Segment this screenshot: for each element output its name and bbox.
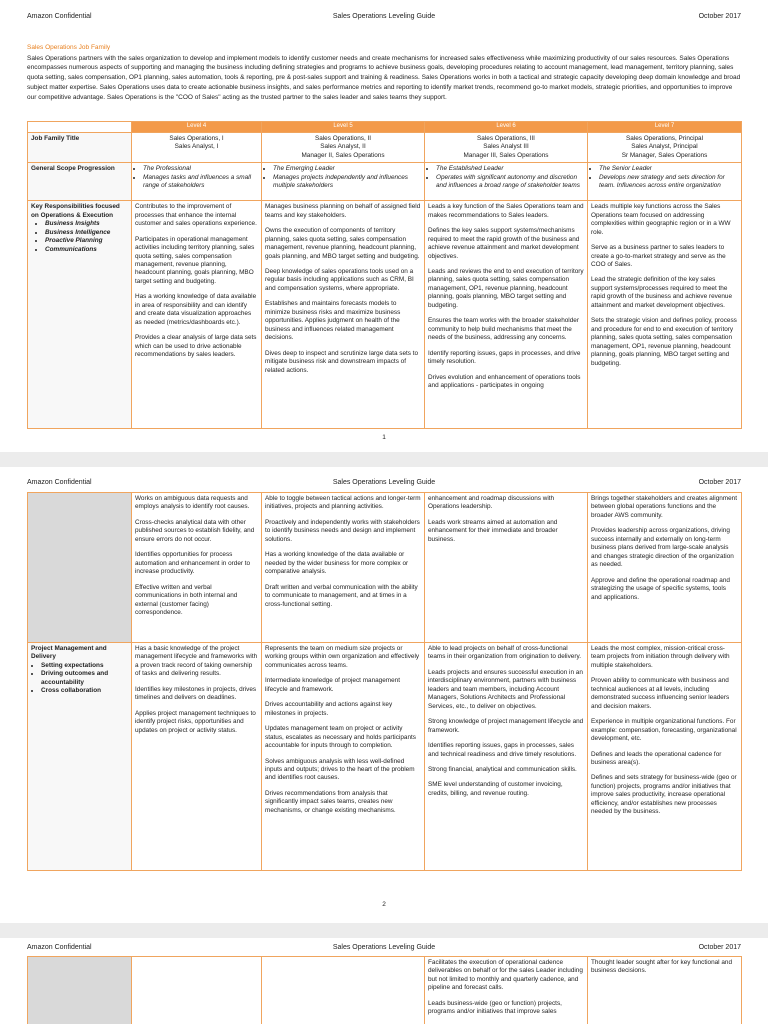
header-center: Sales Operations Leveling Guide — [332, 13, 436, 20]
level-header-row — [28, 122, 742, 133]
key-resp-l5: Manages business planning on behalf of assigned field teams and key stakeholders. Owns the execution of components of territory planning, sales quota setting, sales compensation management, revenue planning, headcount planning, goals planning, and MBO target setting and budgeting. Deep knowledge of sales operations tools used on a regular basis including applications such as CRM, BI and compensation systems, where appropriate. Establishes and maintains forecasts models to minimize business risks and maximize business opportunities. Applies judgment on health of the business and influences related management decisions. Dives deep to inspect and scrutinize large data sets to mitigate business risk and downstream impacts of related actions. — [262, 201, 425, 429]
scope-row — [28, 163, 742, 201]
level-6-header: Level 6 — [425, 122, 588, 133]
job-title-l6: Sales Operations, III Sales Analyst III Manager III, Sales Operations — [425, 132, 588, 162]
key-resp-item: • Business Intelligence — [45, 229, 128, 237]
project-mgmt-l4: Has a basic knowledge of the project management lifecycle and frameworks with a proven track record of taking ownership of tasks and delivering results. Identifies key milestones in projects, drives timelines and delivers on deadlines. Applies project management techniques to identify project risks, opportunities and updates on project or activity status. — [132, 643, 262, 871]
key-resp-label: Key Responsibilities focused on Operations & Execution • Business Insights • Business Intelligence • Proactive Planning • Communications — [28, 201, 132, 429]
intro-title: Sales Operations Job Family — [27, 44, 111, 51]
key-resp-row — [28, 201, 742, 429]
leveling-table-p3 — [27, 956, 742, 1024]
project-mgmt-l7: Leads the most complex, mission-critical cross-team projects from initiation through delivery with multiple stakeholders. Proven ability to communicate with business and technical audiences at all levels, including demonstrated success influencing senior leaders and decision makers. Experience in multiple organizational functions. For example: compensation, forecasting, organizational development, etc. Defines and leads the operational cadence for business area(s). Defines and sets strategy for business-wide (geo or function) projects, programs and/or initiatives that improve sales productivity, increase operational efficiency, and/or establishes new processes needed by the business. — [588, 643, 742, 871]
key-resp-l5-cont: Able to toggle between tactical actions and longer-term initiatives, projects and planning activities. Proactively and independently works with stakeholders to identify business needs and design and implement solutions. Has a working knowledge of the data available or needed by the wider business for more complex or comparative analysis. Draft written and verbal communication with the ability to communicate to management, and at times in a cross-functional setting. — [262, 493, 425, 643]
key-resp-l7: Leads multiple key functions across the Sales Operations team focused on addressing complexities within geographic region or in a WW role. Serve as a business partner to sales leaders to create a go-to-market strategy and serve as the COO of Sales. Lead the strategic definition of the key sales support systems/processes required to meet the rapid growth of the business and achieve revenue attainment and market development objectives. Sets the strategic vision and defines policy, process and procedure for end to end execution of territory planning, sales quota setting, sales compensation management, OP1, revenue planning, headcount planning, goals planning, MBO target setting and budgeting. — [588, 201, 742, 429]
page-1 — [0, 0, 768, 452]
key-resp-l6-cont: enhancement and roadmap discussions with Operations leadership. Leads work streams aimed at automation and enhancement for their immediate and broader business. — [425, 493, 588, 643]
level-5-header: Level 5 — [262, 122, 425, 133]
job-title-l7: Sales Operations, Principal Sales Analyst, Principal Sr Manager, Sales Operations — [588, 132, 742, 162]
scope-l6: • The Established Leader • Operates with significant autonomy and discretion and influences a broad range of stakeholder teams — [425, 163, 588, 201]
level-4-header: Level 4 — [132, 122, 262, 133]
header-right: October 2017 — [698, 13, 741, 20]
level-7-header: Level 7 — [588, 122, 742, 133]
project-mgmt-item: • Driving outcomes and accountability — [41, 670, 128, 687]
project-mgmt-row — [28, 643, 742, 871]
project-mgmt-label: Project Management and Delivery • Setting expectations • Driving outcomes and accountability • Cross collaboration — [28, 643, 132, 871]
key-resp-l4: Contributes to the improvement of processes that enhance the internal customer and sales operations experience. Participates in operational management activities including territory planning, sales quota setting, sales compensation management, revenue planning, headcount planning, goals planning, MBO target setting and budgeting. Has a working knowledge of data available in area of responsibility and can identify and create data visualization approaches as needed (metrics/dashboards etc.). Provides a clear analysis of large data sets which can be used to drive actionable recommendations by sales leaders. — [132, 201, 262, 429]
page-header: Amazon Confidential Sales Operations Leveling Guide October 2017 — [27, 479, 741, 486]
intro-section — [27, 44, 741, 102]
job-family-label: Job Family Title — [28, 132, 132, 162]
project-mgmt-l7-cont: Thought leader sought after for key functional and business decisions. — [588, 957, 742, 1024]
page-gap — [0, 452, 768, 467]
page-2 — [0, 467, 768, 923]
scope-l5: • The Emerging Leader • Manages projects independently and influences multiple stakeholders — [262, 163, 425, 201]
page-header: Amazon Confidential Sales Operations Leveling Guide October 2017 — [27, 944, 741, 951]
project-mgmt-l6: Able to lead projects on behalf of cross-functional teams in their organization from origination to delivery. Leads projects and ensures successful execution in an interdisciplinary environment, partners with business leaders and team members, including Account Managers, Solutions Architects and Professional Services, etc., to deliver on objectives. Strong knowledge of project management lifecycle and framework. Identifies reporting issues, gaps in processes, sales and technical readiness and drive timely resolutions. Strong financial, analytical and communication skills. SME level understanding of customer invoicing, credits, billing, and revenue routing. — [425, 643, 588, 871]
leveling-table-p1 — [27, 121, 742, 429]
key-resp-continued-row — [28, 493, 742, 643]
header-left: Amazon Confidential — [27, 13, 92, 20]
page-header — [27, 12, 741, 22]
key-resp-item: • Business Insights — [45, 220, 128, 228]
key-resp-item: • Communications — [45, 246, 128, 254]
key-resp-l7-cont: Brings together stakeholders and creates alignment between global operations functions and the broader AWS community. Provides leadership across organizations, driving success internally and externally on long-term business plans derived from large-scale analysis and changes strategic direction of the organization as needed. Approve and define the operational roadmap and strategizing the usage of specific systems, tools and applications. — [588, 493, 742, 643]
key-resp-l6: Leads a key function of the Sales Operations team and makes recommendations to Sales leaders. Defines the key sales support systems/mechanisms required to meet the rapid growth of the business and achieve revenue attainment and market development objectives. Leads and reviews the end to end execution of territory planning, sales quota setting, sales compensation management, OP1, revenue planning, headcount planning, goals planning, MBO target setting and budgeting. Ensures the team works with the broader stakeholder community to help build mechanisms that meet the needs of the business, addressing any concerns. Identify reporting issues, gaps in processes, and drive timely resolution. Drives evolution and enhancement of operations tools and applications - participates in ongoing — [425, 201, 588, 429]
leveling-table-p2 — [27, 492, 742, 871]
page-number: 1 — [382, 434, 386, 441]
page-3 — [0, 938, 768, 1024]
key-resp-l4-cont: Works on ambiguous data requests and employs analysis to identify root causes. Cross-checks analytical data with other published sources to establish fidelity, and ensure errors do not occur. Identifies opportunities for process automation and enhancement in order to increase productivity. Effective written and verbal communications in both internal and external (customer facing) correspondence. — [132, 493, 262, 643]
scope-l4: • The Professional • Manages tasks and influences a small range of stakeholders — [132, 163, 262, 201]
project-mgmt-l6-cont: Facilitates the execution of operational cadence deliverables on behalf or for the sales Leader including but not limited to monthly and quarterly cadence, and pipeline and forecast calls. Leads business-wide (geo or function) projects, programs and/or initiatives that improve sales — [425, 957, 588, 1024]
scope-label: General Scope Progression — [28, 163, 132, 201]
project-mgmt-continued-row — [28, 957, 742, 1024]
scope-l7: • The Senior Leader • Develops new strategy and sets direction for team. Influences across entire organization — [588, 163, 742, 201]
project-mgmt-l5: Represents the team on medium size projects or working groups within own organization and effectively communicates across teams. Intermediate knowledge of project management lifecycle and framework. Drives accountability and actions against key milestones in projects. Updates management team on project or activity status, escalates as necessary and holds participants accountable for inputs through to completion. Solves ambiguous analysis with less well-defined inputs and outputs; drives to the heart of the problem and identifies root causes. Drives recommendations from analysis that significantly impact sales teams, creates new mechanisms, or change existing mechanisms. — [262, 643, 425, 871]
intro-body: Sales Operations partners with the sales organization to develop and implement models to identify customer needs and create mechanisms for increased sales effectiveness while maximizing productivity of our sales resources. Sales Operations encompasses numerous aspects of supporting and managing the business including defining strategies and programs to achieve business goals, developing procedures relating to account management, lead management, territory planning, sales quota setting, sales compensation, OP1 planning, sales automation, tools & reporting, pre & post-sales support and training & readiness. Sales Operations works in both a tactical and strategic capacity developing deep domain knowledge and broad subject matter expertise. Sales Operations uses data to create actionable business insights, and sales performance metrics and reporting to identify market trends, recommend go-to market models, strategic priorities, and opportunities to improve our competitive advantage. Sales Operations is the "COO of Sales" acting as the trusted partner to the sales leader and sales teams they support. — [27, 54, 741, 101]
job-family-row — [28, 132, 742, 162]
job-title-l5: Sales Operations, II Sales Analyst, II Manager II, Sales Operations — [262, 132, 425, 162]
job-title-l4: Sales Operations, I Sales Analyst, I — [132, 132, 262, 162]
key-resp-item: • Proactive Planning — [45, 237, 128, 245]
page-gap — [0, 923, 768, 938]
page-number: 2 — [382, 901, 386, 908]
project-mgmt-item: • Cross collaboration — [41, 687, 128, 695]
project-mgmt-item: • Setting expectations — [41, 662, 128, 670]
